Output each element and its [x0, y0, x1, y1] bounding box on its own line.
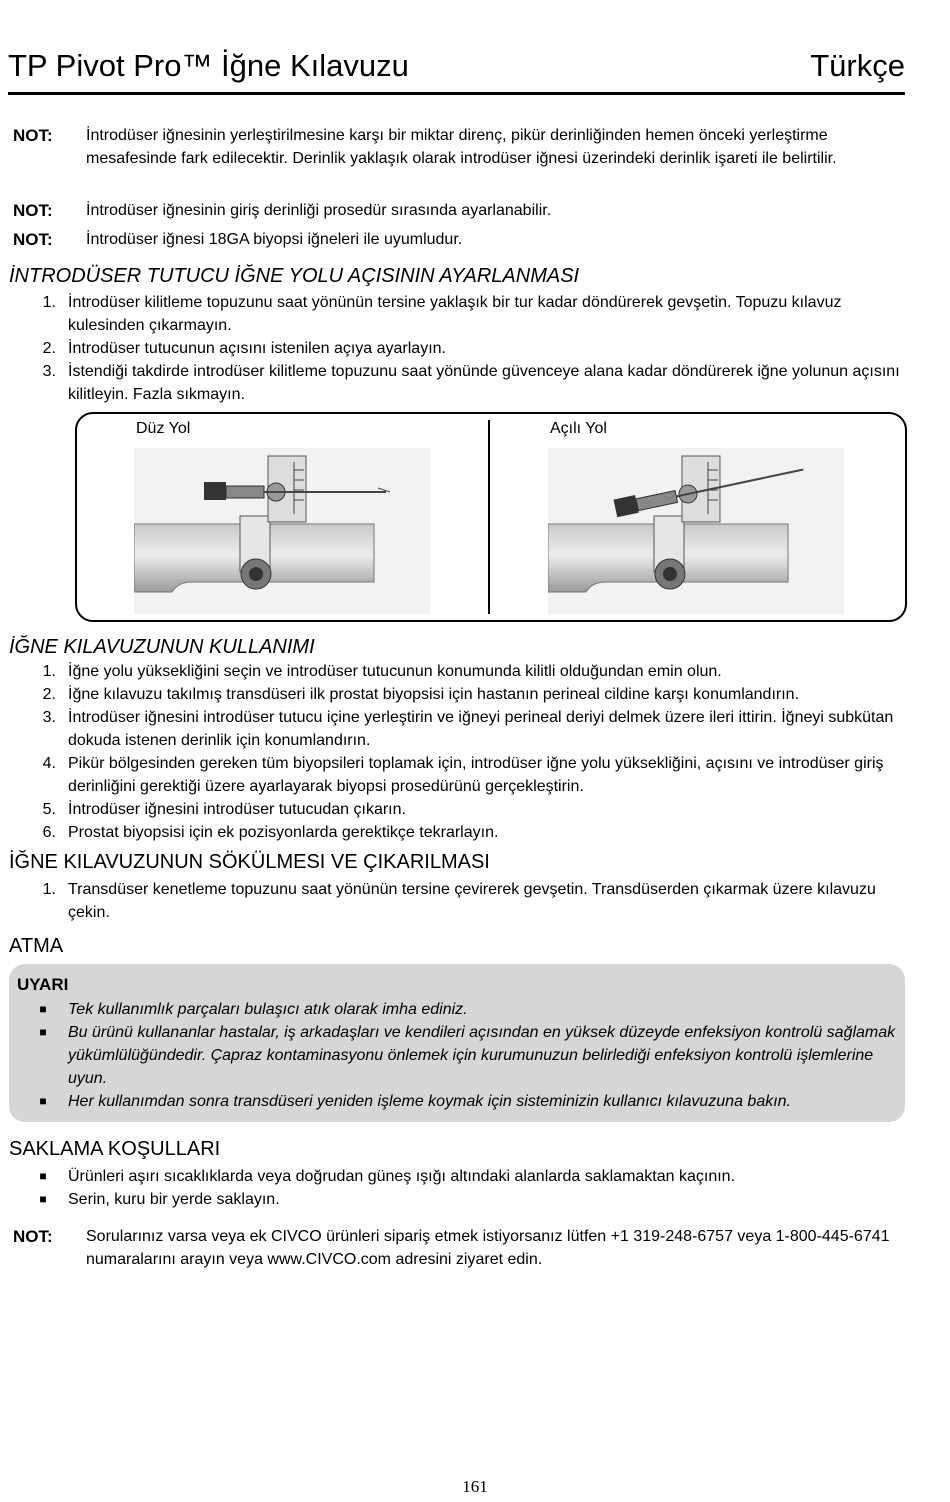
list-item: 3. İstendiği takdirde introdüser kilitleme topuzunu saat yönünde güvenceye alana kadar döndürerek iğne yolunun açısını kilitleyin. Fazla sıkmayın.	[42, 363, 900, 403]
list-item: 4. Pikür bölgesinden gereken tüm biyopsileri toplamak için, introdüser iğne yolu yüksekliğini, açısını ve introdüser giriş derinliğini gerektiği üzere ayarlayarak biyopsi prosedürünü gerçekleştirin.	[42, 755, 884, 795]
figure-caption-angled: Açılı Yol	[550, 420, 607, 437]
bullet-icon: ■	[39, 1094, 47, 1108]
warning-list	[36, 998, 905, 1113]
note-text: İntrodüser iğnesi 18GA biyopsi iğneleri ile uyumludur.	[86, 231, 463, 248]
bullet-icon: ■	[39, 1169, 47, 1183]
angle-adjust-steps	[36, 291, 905, 406]
list-item: 2. İğne kılavuzu takılmış transdüseri ilk prostat biyopsisi için hastanın perineal cildine karşı konumlandırın.	[42, 686, 800, 703]
figure-caption-straight: Düz Yol	[136, 420, 191, 437]
note-label: NOT:	[13, 201, 53, 220]
list-item: ■ Serin, kuru bir yerde saklayın.	[36, 1188, 905, 1211]
note-label: NOT:	[13, 1227, 53, 1246]
section-title-removal: İĞNE KILAVUZUNUN SÖKÜLMESI VE ÇIKARILMASI	[9, 851, 490, 873]
figure-divider	[488, 420, 490, 614]
removal-steps	[36, 878, 905, 924]
list-item: 6. Prostat biyopsisi için ek pozisyonlarda gerektikçe tekrarlayın.	[42, 824, 499, 841]
straight-path-illustration	[134, 448, 430, 614]
page-number: 161	[462, 1477, 488, 1496]
note-text: İntrodüser iğnesinin giriş derinliği prosedür sırasında ayarlanabilir.	[86, 202, 552, 219]
list-item: 1. Transdüser kenetleme topuzunu saat yönünün tersine çevirerek gevşetin. Transdüserden çıkarmak üzere kılavuzu çekin.	[42, 881, 876, 921]
list-item: ■ Her kullanımdan sonra transdüseri yeniden işleme koymak için sisteminizin kullanıcı kılavuzuna bakın.	[36, 1090, 905, 1113]
note-text: İntrodüser iğnesinin yerleştirilmesine karşı bir miktar direnç, pikür derinliğinden hemen önceki yerleştirme mesafesinde fark edilecektir. Derinlik yaklaşık olarak introdüser iğnesi üzerindeki derinlik işareti ile belirtilir.	[86, 127, 837, 167]
note-label: NOT:	[13, 126, 53, 145]
section-title-storage: SAKLAMA KOŞULLARI	[9, 1138, 221, 1160]
document-title: TP Pivot Pro™ İğne Kılavuzu	[8, 48, 409, 83]
note-contact	[13, 1225, 905, 1271]
list-item: 3. İntrodüser iğnesini introdüser tutucu içine yerleştirin ve iğneyi perineal deriyi delmek üzere ileri ittirin. İğneyi subkütan dokuda istenen derinlik için konumlandırın.	[42, 709, 894, 749]
list-item: ■ Ürünleri aşırı sıcaklıklarda veya doğrudan güneş ışığı altındaki alanlarda saklamaktan kaçının.	[36, 1165, 905, 1188]
bullet-icon: ■	[39, 1192, 47, 1206]
list-item: 1. İntrodüser kilitleme topuzunu saat yönünün tersine yaklaşık bir tur kadar döndürerek gevşetin. Topuzu kılavuz kulesinden çıkarmayın.	[42, 294, 842, 334]
usage-steps	[36, 660, 905, 844]
section-title-usage: İĞNE KILAVUZUNUN KULLANIMI	[9, 636, 315, 658]
storage-list	[36, 1165, 905, 1211]
note-label: NOT:	[13, 230, 53, 249]
list-item: ■ Bu ürünü kullananlar hastalar, iş arkadaşları ve kendileri açısından en yüksek düzeyde enfeksiyon kontrolü sağlamak yükümlülüğündedir. Çapraz kontaminasyonu önlemek için kurumunuzun belirlediği enfeksiyon kontrolü işlemlerine uyun.	[36, 1021, 905, 1090]
list-item: 1. İğne yolu yüksekliğini seçin ve introdüser tutucunun konumunda kilitli olduğundan emin olun.	[42, 663, 722, 680]
note-text: Sorularınız varsa veya ek CIVCO ürünleri sipariş etmek istiyorsanız lütfen +1 319-248-6757 veya 1-800-445-6741 numaralarını arayın veya www.CIVCO.com adresini ziyaret edin.	[86, 1228, 890, 1268]
angled-path-illustration	[548, 448, 844, 614]
bullet-icon: ■	[39, 1025, 47, 1039]
note-1	[13, 124, 905, 170]
section-title-disposal: ATMA	[9, 935, 64, 957]
page-header	[8, 46, 905, 95]
list-item: 2. İntrodüser tutucunun açısını istenilen açıya ayarlayın.	[42, 340, 446, 357]
language-label: Türkçe	[810, 48, 905, 83]
note-2	[13, 199, 905, 222]
section-title-angle-adjust: İNTRODÜSER TUTUCU İĞNE YOLU AÇISININ AYARLANMASI	[9, 265, 580, 287]
warning-title: UYARI	[17, 975, 69, 994]
note-3	[13, 228, 905, 251]
list-item: 5. İntrodüser iğnesini introdüser tutucudan çıkarın.	[42, 801, 406, 818]
list-item: ■ Tek kullanımlık parçaları bulaşıcı atık olarak imha ediniz.	[36, 998, 905, 1021]
bullet-icon: ■	[39, 1002, 47, 1016]
